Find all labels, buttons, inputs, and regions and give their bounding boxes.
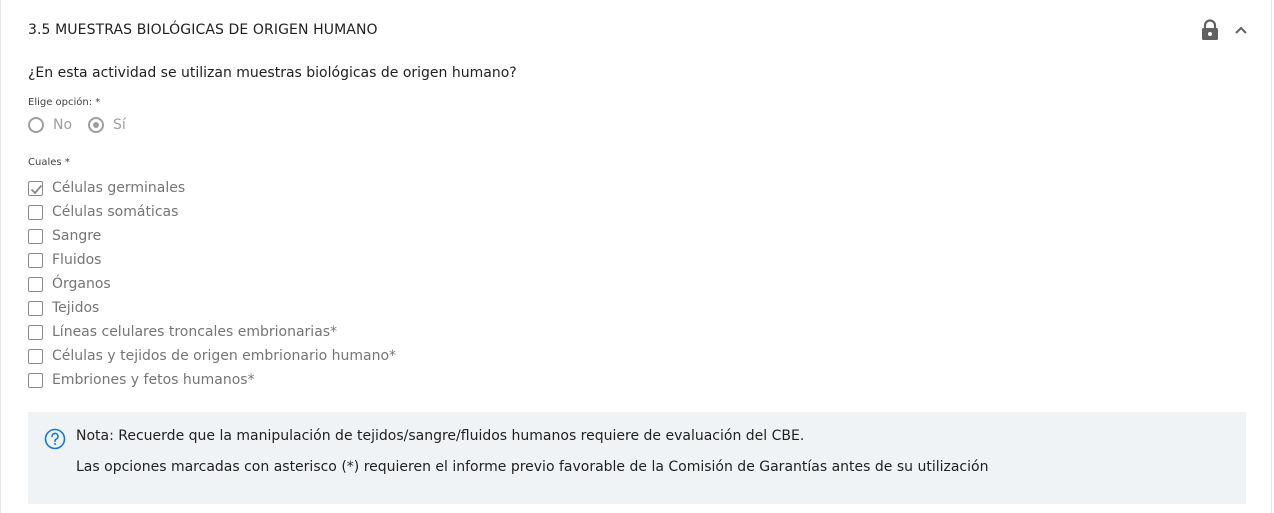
radio-no[interactable] [28, 117, 72, 133]
checkbox[interactable] [28, 205, 43, 220]
note-box [28, 412, 1246, 504]
checkbox-item[interactable] [28, 224, 396, 248]
checkbox-item[interactable] [28, 272, 396, 296]
question-text: ¿En esta actividad se utilizan muestras biológicas de origen humano? [28, 65, 517, 81]
checkbox-item[interactable] [28, 320, 396, 344]
cuales-label: Cuales * [28, 157, 70, 168]
cuales-checkbox-list [28, 176, 396, 392]
section-title: 3.5 MUESTRAS BIOLÓGICAS DE ORIGEN HUMANO [28, 22, 378, 38]
radio-no-label: No [53, 117, 73, 133]
checkbox[interactable] [28, 349, 43, 364]
checkbox[interactable] [28, 325, 43, 340]
choice-radio-group [28, 114, 142, 136]
checkbox-item[interactable] [28, 176, 396, 200]
checkbox[interactable] [28, 253, 43, 268]
checkbox-label: Líneas celulares troncales embrionarias* [52, 324, 338, 340]
radio-si[interactable] [88, 117, 126, 133]
checkbox-label: Fluidos [52, 252, 102, 268]
checkbox[interactable] [28, 301, 43, 316]
checkbox-label: Células germinales [52, 180, 186, 196]
checkbox-item[interactable] [28, 296, 396, 320]
checkbox-label: Órganos [52, 276, 111, 292]
chevron-up-icon[interactable] [1233, 22, 1249, 36]
checkbox-label: Embriones y fetos humanos* [52, 372, 255, 388]
checkbox-item[interactable] [28, 344, 396, 368]
radio-si-circle[interactable] [88, 117, 104, 133]
checkbox-item[interactable] [28, 200, 396, 224]
radio-no-circle[interactable] [28, 117, 44, 133]
choice-label: Elige opción: * [28, 97, 101, 108]
checkbox-item[interactable] [28, 248, 396, 272]
checkbox-label: Sangre [52, 228, 102, 244]
checkbox-checked[interactable] [28, 181, 43, 196]
note-line-2: Las opciones marcadas con asterisco (*) requieren el informe previo favorable de la Comisión de Garantías antes de su utilización [76, 459, 989, 475]
checkbox-label: Células somáticas [52, 204, 179, 220]
checkbox[interactable] [28, 229, 43, 244]
note-line-1: Nota: Recuerde que la manipulación de tejidos/sangre/fluidos humanos requiere de evaluación del CBE. [76, 428, 805, 444]
help-circle-icon [44, 428, 66, 450]
checkbox[interactable] [28, 373, 43, 388]
checkbox-label: Tejidos [52, 300, 100, 316]
checkbox-label: Células y tejidos de origen embrionario humano* [52, 348, 397, 364]
checkbox[interactable] [28, 277, 43, 292]
radio-si-label: Sí [113, 117, 126, 133]
checkbox-item[interactable] [28, 368, 396, 392]
lock-icon[interactable] [1200, 19, 1220, 41]
